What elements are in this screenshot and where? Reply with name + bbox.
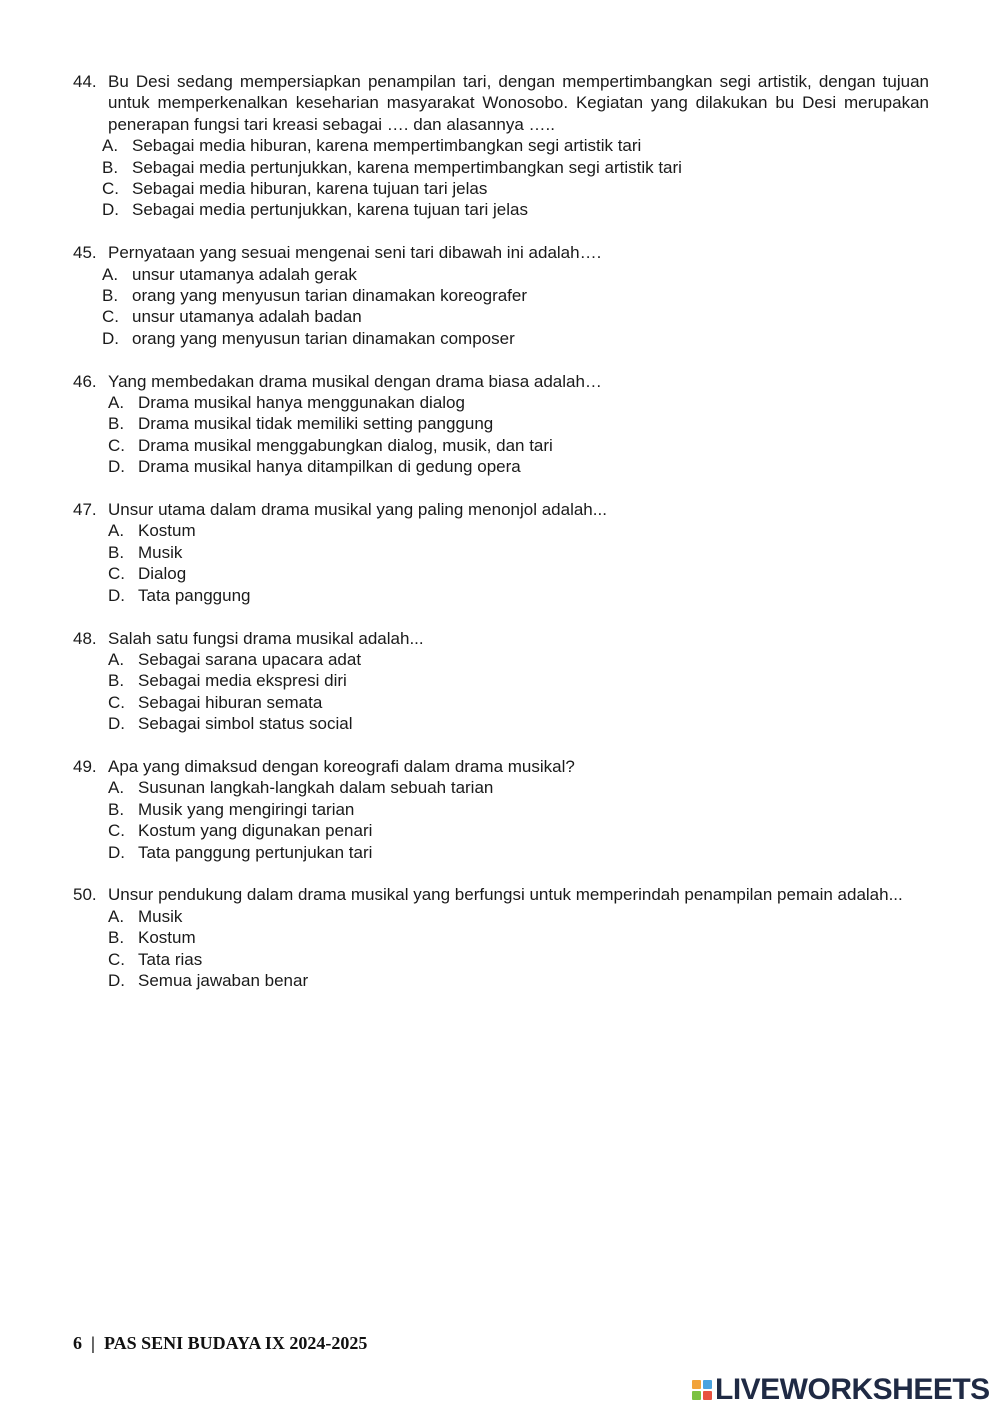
option-c: C. unsur utamanya adalah badan	[102, 307, 362, 327]
option-c: C. Drama musikal menggabungkan dialog, musik, dan tari	[108, 435, 553, 455]
option-c: C. Kostum yang digunakan penari	[108, 821, 373, 841]
footer-separator: |	[91, 1333, 95, 1353]
question-46	[73, 371, 929, 478]
option-b: B. Drama musikal tidak memiliki setting panggung	[108, 414, 494, 434]
option-d: D. orang yang menyusun tarian dinamakan composer	[102, 328, 515, 348]
liveworksheets-logo-icon	[692, 1380, 712, 1400]
question-number: 49.	[73, 756, 97, 776]
option-a: A. unsur utamanya adalah gerak	[102, 264, 357, 284]
question-48	[73, 628, 929, 735]
question-text: Unsur pendukung dalam drama musikal yang berfungsi untuk memperindah penampilan pemain adalah...	[108, 885, 903, 905]
page-footer	[73, 1333, 367, 1354]
page-number: 6	[73, 1333, 82, 1353]
option-c: C. Sebagai hiburan semata	[108, 692, 323, 712]
option-c: C. Dialog	[108, 564, 187, 584]
option-b: B. Sebagai media pertunjukkan, karena mempertimbangkan segi artistik tari	[102, 157, 682, 177]
logo-square-1	[692, 1380, 701, 1389]
option-c: C. Sebagai media hiburan, karena tujuan tari jelas	[102, 179, 488, 199]
option-a: A. Sebagai media hiburan, karena mempertimbangkan segi artistik tari	[102, 136, 642, 156]
option-d: D. Sebagai media pertunjukkan, karena tujuan tari jelas	[102, 200, 528, 220]
option-d: D. Semua jawaban benar	[108, 970, 309, 990]
question-number: 48.	[73, 628, 97, 648]
logo-square-4	[703, 1391, 712, 1400]
logo-square-2	[703, 1380, 712, 1389]
question-50	[73, 884, 929, 991]
option-a: A. Musik	[108, 906, 183, 926]
question-44	[73, 71, 929, 221]
question-number: 46.	[73, 371, 97, 391]
question-47	[73, 499, 929, 606]
liveworksheets-logo[interactable]	[692, 1374, 990, 1406]
question-45	[73, 242, 929, 349]
option-a: A. Drama musikal hanya menggunakan dialog	[108, 393, 465, 413]
logo-text: LIVEWORKSHEETS	[715, 1373, 990, 1406]
question-text: Bu Desi sedang mempersiapkan penampilan tari, dengan mempertimbangkan segi artistik, dengan tujuan untuk memperkenalkan keseharian masyarakat Wonosobo. Kegiatan yang dilakukan bu Desi merupakan penerapan fungsi tari kreasi sebagai …. dan alasannya …..	[108, 72, 929, 134]
logo-square-3	[692, 1391, 701, 1400]
question-text: Apa yang dimaksud dengan koreografi dalam drama musikal?	[108, 756, 575, 776]
option-d: D. Tata panggung	[108, 585, 251, 605]
question-number: 47.	[73, 500, 97, 520]
option-d: D. Drama musikal hanya ditampilkan di gedung opera	[108, 457, 521, 477]
question-text: Yang membedakan drama musikal dengan drama biasa adalah…	[108, 371, 602, 391]
question-text: Pernyataan yang sesuai mengenai seni tari dibawah ini adalah….	[108, 243, 602, 263]
option-c: C. Tata rias	[108, 949, 203, 969]
footer-title: PAS SENI BUDAYA IX 2024-2025	[103, 1333, 368, 1353]
option-d: D. Tata panggung pertunjukan tari	[108, 842, 373, 862]
option-d: D. Sebagai simbol status social	[108, 714, 353, 734]
question-text: Salah satu fungsi drama musikal adalah...	[108, 628, 424, 648]
option-a: A. Sebagai sarana upacara adat	[108, 649, 362, 669]
question-list	[73, 71, 929, 1013]
option-b: B. Musik	[108, 542, 183, 562]
question-text: Unsur utama dalam drama musikal yang paling menonjol adalah...	[108, 500, 607, 520]
question-number: 44.	[73, 72, 97, 91]
option-b: B. Kostum	[108, 928, 196, 948]
question-number: 45.	[73, 243, 97, 263]
option-a: A. Susunan langkah-langkah dalam sebuah tarian	[108, 778, 494, 798]
question-49	[73, 756, 929, 863]
option-b: B. orang yang menyusun tarian dinamakan koreografer	[102, 286, 528, 306]
question-number: 50.	[73, 885, 97, 905]
option-b: B. Sebagai media ekspresi diri	[108, 671, 347, 691]
option-b: B. Musik yang mengiringi tarian	[108, 799, 355, 819]
option-a: A. Kostum	[108, 521, 196, 541]
